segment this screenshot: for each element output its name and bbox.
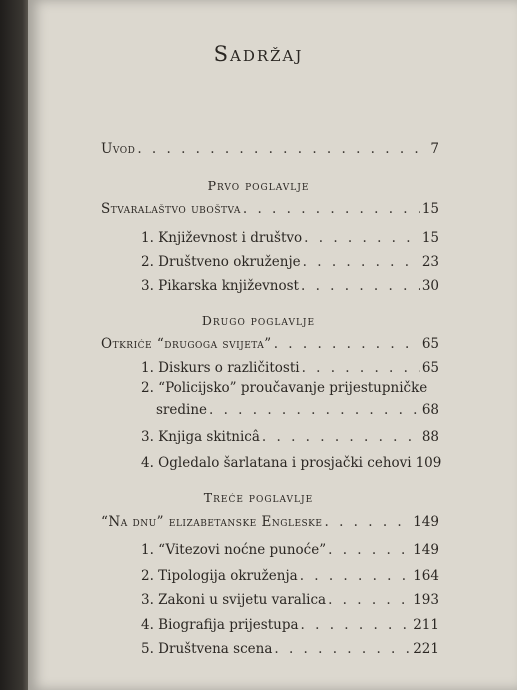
toc-entry (141, 592, 439, 608)
book-gutter (0, 0, 28, 690)
toc-entry-main (101, 514, 439, 530)
toc-entry (141, 429, 439, 445)
toc-entry (141, 254, 439, 270)
toc-page-number: 68 (421, 402, 439, 418)
toc-entry-main (101, 201, 439, 217)
chapter-heading: Treće poglavlje (203, 490, 314, 505)
toc-page-number: 23 (421, 254, 439, 270)
toc-entry (141, 278, 439, 294)
leader-dots (274, 641, 411, 657)
leader-dots (300, 568, 412, 584)
toc-page-number: 65 (421, 336, 439, 352)
toc-entry (141, 360, 439, 376)
leader-dots (301, 617, 412, 633)
toc-page-number: 30 (421, 278, 439, 294)
toc-entry (141, 617, 439, 633)
toc-entry-intro (101, 141, 439, 157)
leader-dots (303, 254, 420, 270)
toc-page-number: 15 (421, 230, 439, 246)
leader-dots (262, 429, 420, 445)
toc-entry (156, 402, 439, 418)
toc-page-number: 109 (415, 455, 442, 471)
toc-entry-label: “Na dnu” elizabetanske Engleske (101, 514, 323, 530)
toc-page-number: 149 (413, 542, 439, 558)
toc-page-number: 7 (430, 141, 439, 157)
toc-entry-label: 2. “Policijsko” proučavanje prijestupničke (141, 380, 428, 396)
toc-entry-label: 2. Tipologija okruženja (141, 568, 298, 584)
toc-entry-label: 4. Ogledalo šarlatana i prosjački cehovi (141, 455, 412, 471)
leader-dots (137, 141, 428, 157)
toc-entry-label: Stvaralaštvo uboštva (101, 201, 241, 217)
leader-dots (209, 402, 420, 418)
toc-page-number: 65 (421, 360, 439, 376)
toc-entry (141, 455, 442, 471)
toc-page-number: 15 (421, 201, 439, 217)
toc-entry-label: 1. Književnost i društvo (141, 230, 303, 246)
leader-dots (304, 230, 420, 246)
toc-page-number: 88 (421, 429, 439, 445)
toc-entry (141, 641, 439, 657)
chapter-heading: Drugo poglavlje (201, 313, 316, 328)
toc-page-number: 164 (413, 568, 439, 584)
toc-entry-label: 1. “Vitezovi noćne punoće” (141, 542, 327, 558)
page-title: Sadržaj (213, 42, 304, 66)
leader-dots (324, 514, 411, 530)
toc-entry-label: 1. Diskurs o različitosti (141, 360, 300, 376)
toc-page-number: 193 (413, 592, 439, 608)
toc-entry-main (101, 336, 439, 352)
toc-entry-label: 3. Pikarska književnost (141, 278, 299, 294)
leader-dots (301, 278, 420, 294)
leader-dots (328, 592, 411, 608)
leader-dots (328, 542, 411, 558)
toc-entry (141, 568, 439, 584)
toc-entry-label-continued: sredine (156, 402, 208, 418)
toc-entry-label: 4. Biografija prijestupa (141, 617, 299, 633)
toc-page-number: 149 (413, 514, 439, 530)
toc-entry-label: Otkriće “drugoga svijeta” (101, 336, 272, 352)
toc-entry-label: 3. Knjiga skitnicâ (141, 429, 260, 445)
toc-entry-label: 2. Društveno okruženje (141, 254, 301, 270)
toc-page-number: 221 (413, 641, 439, 657)
leader-dots (274, 336, 420, 352)
chapter-heading: Prvo poglavlje (207, 178, 310, 193)
toc-page-number: 211 (413, 617, 439, 633)
toc-entry (141, 230, 439, 246)
toc-entry-label: Uvod (101, 141, 136, 157)
toc-entry-label: 3. Zakoni u svijetu varalica (141, 592, 327, 608)
toc-entry (141, 542, 439, 558)
leader-dots (302, 360, 420, 376)
toc-entry-label: 5. Društvena scena (141, 641, 273, 657)
leader-dots (243, 201, 420, 217)
